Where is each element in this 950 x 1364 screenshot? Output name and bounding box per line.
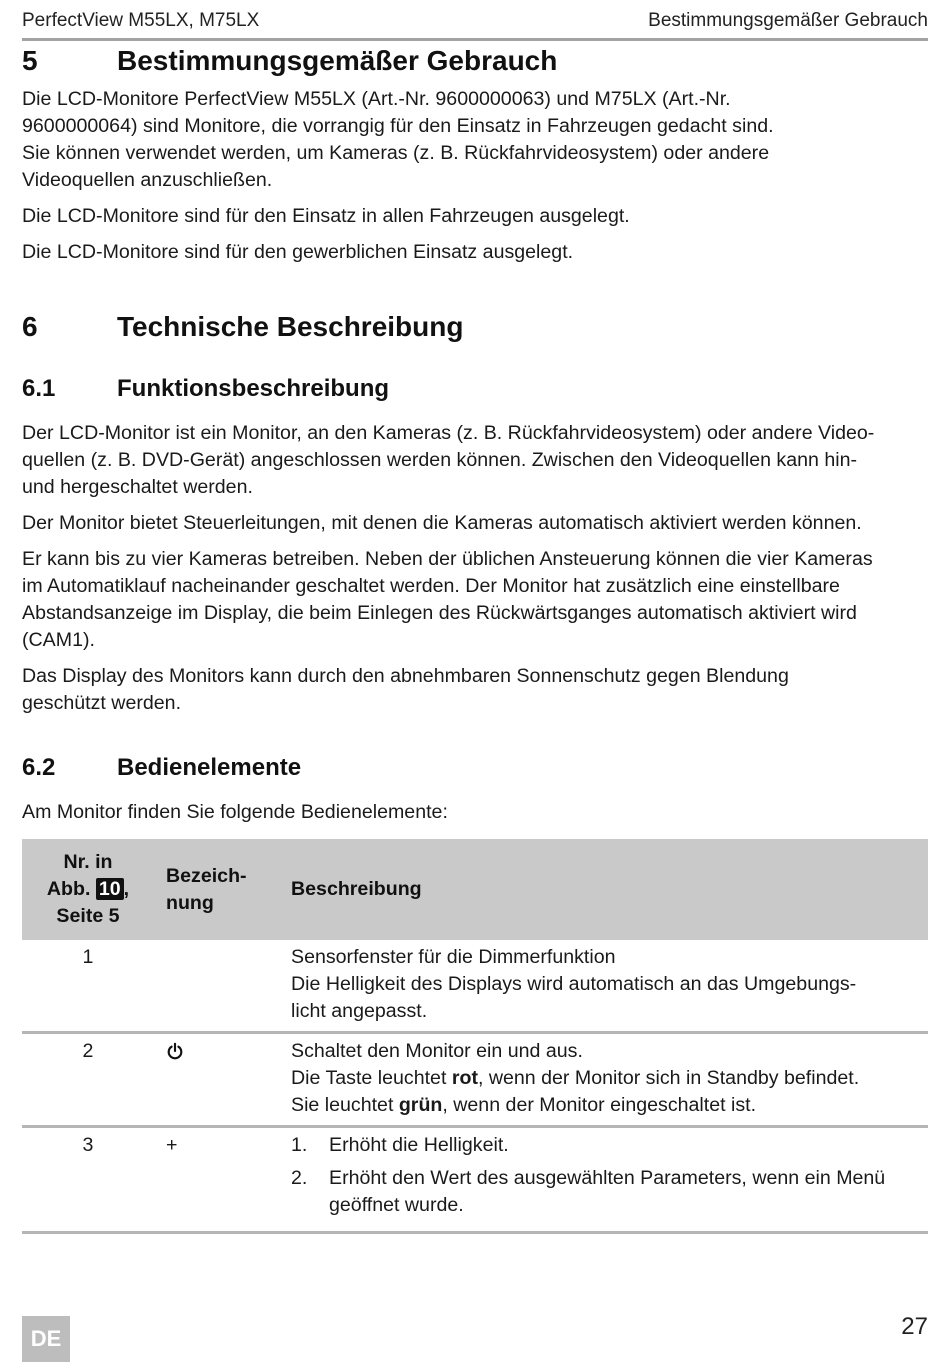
paragraph-function-1: Der LCD-Monitor ist ein Monitor, an den Kameras (z. B. Rückfahrvideosystem) oder andere Video- quellen (z. B. DVD-Gerät) angeschlossen werden können. Zwischen den Videoquellen kann hin- und hergeschaltet werden. (22, 422, 875, 498)
cell-description: Schaltet den Monitor ein und aus. Die Taste leuchtet rot, wenn der Monitor sich in Standby befindet. Sie leuchtet grün, wenn der Monitor eingeschaltet ist. (291, 1040, 860, 1116)
page-header (22, 8, 928, 41)
numbered-list (291, 1132, 922, 1219)
header-nr: Nr. in Abb. 10 , Seite 5 (22, 839, 154, 940)
power-icon (166, 1042, 184, 1060)
cell-nr: 1 (82, 946, 94, 968)
cell-designation: + (166, 1134, 178, 1156)
language-tag: DE (22, 1316, 70, 1362)
paragraph-intended-use: Die LCD-Monitore PerfectView M55LX (Art.-Nr. 9600000063) und M75LX (Art.-Nr. 9600000064) sind Monitore, die vorrangig für den Einsatz in Fahrzeugen gedacht sind. Sie können verwendet werden, um Kameras (z. B. Rückfahrvideosystem) oder andere Videoquellen anzuschließen. (22, 88, 774, 191)
header-designation: Bezeich- nung (154, 839, 279, 940)
heading-section-6: 6 Technische Beschreibung (22, 311, 464, 342)
heading-section-5: 5 Bestimmungsgemäßer Gebrauch (22, 45, 558, 76)
header-description: Beschreibung (279, 839, 928, 940)
paragraph-function-2: Der Monitor bietet Steuerleitungen, mit denen die Kameras automatisch aktiviert werden können. (22, 512, 862, 534)
heading-section-6-2: 6.2 Bedienelemente (22, 754, 302, 781)
list-item: 2. Erhöht den Wert des ausgewählten Parameters, wenn ein Menü geöffnet wurde. (291, 1167, 886, 1216)
page-content (22, 40, 928, 1234)
cell-description (279, 1127, 928, 1233)
color-green-label: grün (398, 1094, 443, 1116)
paragraph-commercial: Die LCD-Monitore sind für den gewerblichen Einsatz ausgelegt. (22, 241, 574, 263)
list-item: 1. Erhöht die Helligkeit. (291, 1134, 509, 1156)
paragraph-function-4: Das Display des Monitors kann durch den abnehmbaren Sonnenschutz gegen Blendung geschützt werden. (22, 665, 789, 714)
heading-section-6-1: 6.1 Funktionsbeschreibung (22, 375, 390, 402)
page-number: 27 (901, 1313, 928, 1340)
paragraph-vehicles: Die LCD-Monitore sind für den Einsatz in allen Fahrzeugen ausgelegt. (22, 205, 630, 227)
color-red-label: rot (451, 1067, 478, 1089)
table-row (22, 940, 928, 1033)
header-product: PerfectView M55LX, M75LX (22, 10, 260, 31)
paragraph-function-3: Er kann bis zu vier Kameras betreiben. Neben der üblichen Ansteuerung können die vier Kameras im Automatiklauf nacheinander geschaltet werden. Der Monitor hat zusätzlich eine einstellbare Abstandsanzeige im Display, die beim Einlegen des Rückwärtsganges automatisch aktiviert wird (CAM1). (22, 548, 873, 651)
header-section: Bestimmungsgemäßer Gebrauch (648, 10, 928, 31)
table-header-row (22, 839, 928, 940)
controls-table (22, 839, 928, 1234)
cell-description: Sensorfenster für die Dimmerfunktion Die Helligkeit des Displays wird automatisch an das Umgebungs- licht angepasst. (291, 946, 857, 1022)
table-row (22, 1127, 928, 1233)
cell-designation (154, 940, 279, 1033)
cell-nr: 2 (82, 1040, 94, 1062)
cell-nr: 3 (82, 1134, 94, 1156)
cell-designation (154, 1033, 279, 1127)
figure-ref-badge: 10 (96, 878, 124, 900)
paragraph-controls-intro: Am Monitor finden Sie folgende Bedienelemente: (22, 801, 448, 823)
table-row (22, 1033, 928, 1127)
